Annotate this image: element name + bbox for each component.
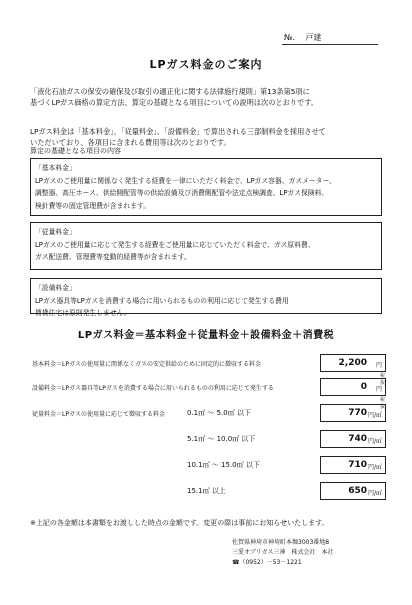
intro-line: 基づくLPガス価格の算定方法、算定の基礎となる項目についての説明は次のとおりです。 xyxy=(30,98,318,107)
equipment-fee-label: 設備料金＝LPガス器具等LPガスを消費する場合に用いられるものの利用に応じて発生する xyxy=(32,385,274,392)
usage-fee-label: 従量料金＝LPガスの使用量に応じて徴収する料金 xyxy=(32,411,165,418)
page-title: LPガス料金のご案内 xyxy=(149,58,263,71)
household-type-label: 戸建 xyxy=(305,33,322,42)
intro-paragraph-1 xyxy=(30,86,390,108)
tier-amount: 710 xyxy=(348,460,367,470)
usage-fee-section xyxy=(30,222,382,270)
equipment-fee-amount-box xyxy=(320,378,386,396)
basic-fee-unit: 円 xyxy=(375,362,382,369)
equipment-fee-unit: 円 xyxy=(375,386,382,393)
equipment-fee-section xyxy=(30,278,382,317)
tier-range: 0.1㎥ ～ 5.0㎥ 以下 xyxy=(187,409,251,417)
price-change-footnote: ※上記の各金額は本書類をお渡しした時点の金額です。変更の際は事前にお知らせいたします。 xyxy=(30,519,329,527)
tier-unit: 円/㎥ xyxy=(367,490,382,497)
section-line: 賃貸住宅は原則発生しません。 xyxy=(35,309,131,317)
section-line: 検針費等の固定管理費が含まれます。 xyxy=(35,201,151,210)
tier-amount-box xyxy=(320,456,386,474)
tier-amount-box xyxy=(320,430,386,448)
section-line: LPガス器具等LPガスを消費する場合に用いられるものの利用に応じて発生する費用 xyxy=(35,296,289,305)
usage-tier-row xyxy=(32,482,382,504)
tier-unit: 円/㎥ xyxy=(367,464,382,471)
intro-line: 「液化石油ガスの保安の確保及び取引の適正化に関する法律施行規則」第13条第5項に xyxy=(30,87,310,96)
tier-range: 5.1㎥ ～ 10.0㎥ 以下 xyxy=(187,435,256,443)
company-phone: ☎（0952）－53－1221 xyxy=(232,559,302,566)
section-title: 「設備料金」 xyxy=(35,284,76,292)
tier-amount: 770 xyxy=(348,408,367,418)
usage-tier-row xyxy=(32,404,382,426)
basic-fee-label: 基本料金＝LPガスの使用量に関係なくガスの安定供給のために固定的に徴収する料金 xyxy=(32,361,261,368)
section-line: LPガスのご使用量に関係なく発生する経費を一律にいただく料金で、LPガス容器、ガスメーター、 xyxy=(35,176,336,185)
equipment-fee-row xyxy=(32,378,386,410)
tax-excluded-note: 税抜 xyxy=(380,373,386,386)
company-info xyxy=(232,538,334,568)
intro-line: いただいており、各項目に含まれる費用等は次のとおりです。 xyxy=(30,138,231,147)
company-address: 佐賀県神埼市神埼町本堀3003番地8 xyxy=(232,539,330,546)
document-number-field xyxy=(282,32,378,45)
number-label: №. xyxy=(284,33,295,42)
usage-tier-row xyxy=(32,456,382,478)
usage-tier-row xyxy=(32,430,382,452)
tier-unit: 円/㎥ xyxy=(367,412,382,419)
basic-fee-row xyxy=(32,354,386,386)
tier-amount-box xyxy=(320,404,386,422)
tier-range: 15.1㎥ 以上 xyxy=(187,487,226,495)
basic-fee-amount: 2,200 xyxy=(338,358,367,368)
price-formula: LPガス料金＝基本料金＋従量料金＋設備料金＋消費税 xyxy=(77,330,335,341)
section-title: 「従量料金」 xyxy=(35,228,76,236)
section-title: 「基本料金」 xyxy=(35,164,76,172)
tier-amount: 650 xyxy=(348,486,367,496)
section-line: 調整器、高圧ホース、供給側配管等の供給設備及び消費側配管や法定点検調査、LPガス保険料、 xyxy=(35,189,329,197)
section-line: LPガスのご使用量に応じて発生する経費をご使用量に応じていただく料金で、ガス原料費、 xyxy=(35,240,315,249)
tier-unit: 円/㎥ xyxy=(367,438,382,445)
intro-line: LPガス料金は「基本料金」、「従量料金」、「設備料金」で算出される三部制料金を採用させて xyxy=(30,127,326,136)
company-name: 三愛オブリガス三神 株式会社 本社 xyxy=(232,549,334,556)
basic-fee-section xyxy=(30,158,382,216)
basis-heading: 算定の基礎となる項目の内容 xyxy=(30,147,121,155)
tax-excluded-note: 税抜 xyxy=(380,397,386,410)
basic-fee-amount-box xyxy=(320,354,386,372)
tier-range: 10.1㎥ ～ 15.0㎥ 以下 xyxy=(187,461,260,469)
equipment-fee-amount: 0 xyxy=(360,382,367,392)
intro-paragraph-2 xyxy=(30,126,390,148)
tier-amount: 740 xyxy=(348,434,367,444)
tier-amount-box xyxy=(320,482,386,500)
section-line: ガス配送費、管理費等変動的経費等が含まれます。 xyxy=(35,253,191,261)
